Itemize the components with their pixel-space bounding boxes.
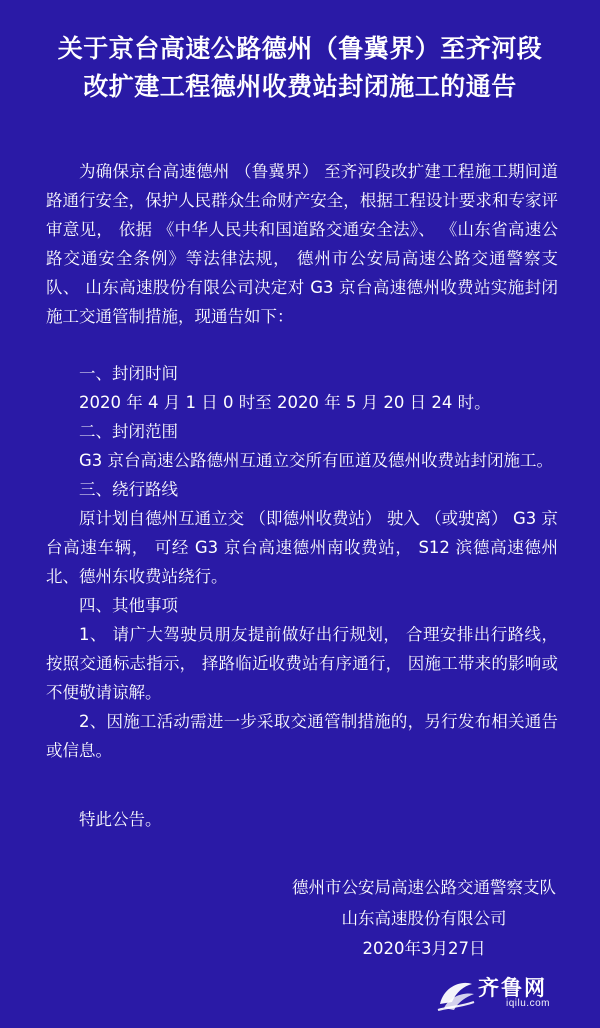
iqilu-logo-icon	[434, 974, 478, 1014]
section-range-heading: 二、封闭范围	[79, 422, 178, 441]
section-other-heading: 四、其他事项	[79, 596, 178, 615]
iqilu-watermark	[434, 972, 584, 1014]
signature-date: 2020年3月27日	[362, 939, 486, 958]
signature-org-police: 德州市公安局高速公路交通警察支队	[292, 878, 556, 897]
watermark-url: iqilu.com	[506, 998, 550, 1009]
section-detour-heading: 三、绕行路线	[79, 480, 178, 499]
section-other-item-2: 2、因施工活动需进一步采取交通管制措施的，另行发布相关通告或信息。	[46, 712, 558, 760]
notice-body	[46, 157, 558, 834]
signature-block	[292, 873, 556, 965]
intro-paragraph: 为确保京台高速德州 （鲁冀界） 至齐河段改扩建工程施工期间道路通行安全，保护人民群众生命财产安全，根据工程设计要求和专家评审意见， 依据 《中华人民共和国道路交通安全法》、 《山东省高速公路交通安全条例》等法律法规， 德州市公安局高速公路交通警察支队、 山东高速股份有限公司决定对 G3 京台高速德州收费站实施封闭施工交通管制措施，现通告如下：	[46, 162, 558, 326]
closing-text: 特此公告。	[79, 810, 162, 829]
title-line-2: 改扩建工程德州收费站封闭施工的通告	[83, 72, 517, 101]
section-range-text: G3 京台高速公路德州互通立交所有匝道及德州收费站封闭施工。	[79, 451, 554, 470]
notice-title	[0, 30, 600, 106]
title-line-1: 关于京台高速公路德州（鲁冀界）至齐河段	[57, 34, 543, 63]
section-time-text: 2020 年 4 月 1 日 0 时至 2020 年 5 月 20 日 24 时。	[79, 393, 491, 412]
signature-org-company: 山东高速股份有限公司	[341, 908, 507, 928]
section-detour-text: 原计划自德州互通立交 （即德州收费站） 驶入 （或驶离） G3 京台高速车辆， 可经 G3 京台高速德州南收费站， S12 滨德高速德州北、德州东收费站绕行。	[46, 509, 558, 586]
section-time-heading: 一、封闭时间	[79, 364, 178, 383]
section-other-item-1: 1、 请广大驾驶员朋友提前做好出行规划， 合理安排出行路线， 按照交通标志指示， 择路临近收费站有序通行， 因施工带来的影响或不便敬请谅解。	[46, 625, 558, 702]
watermark-name: 齐鲁网	[478, 976, 547, 1000]
